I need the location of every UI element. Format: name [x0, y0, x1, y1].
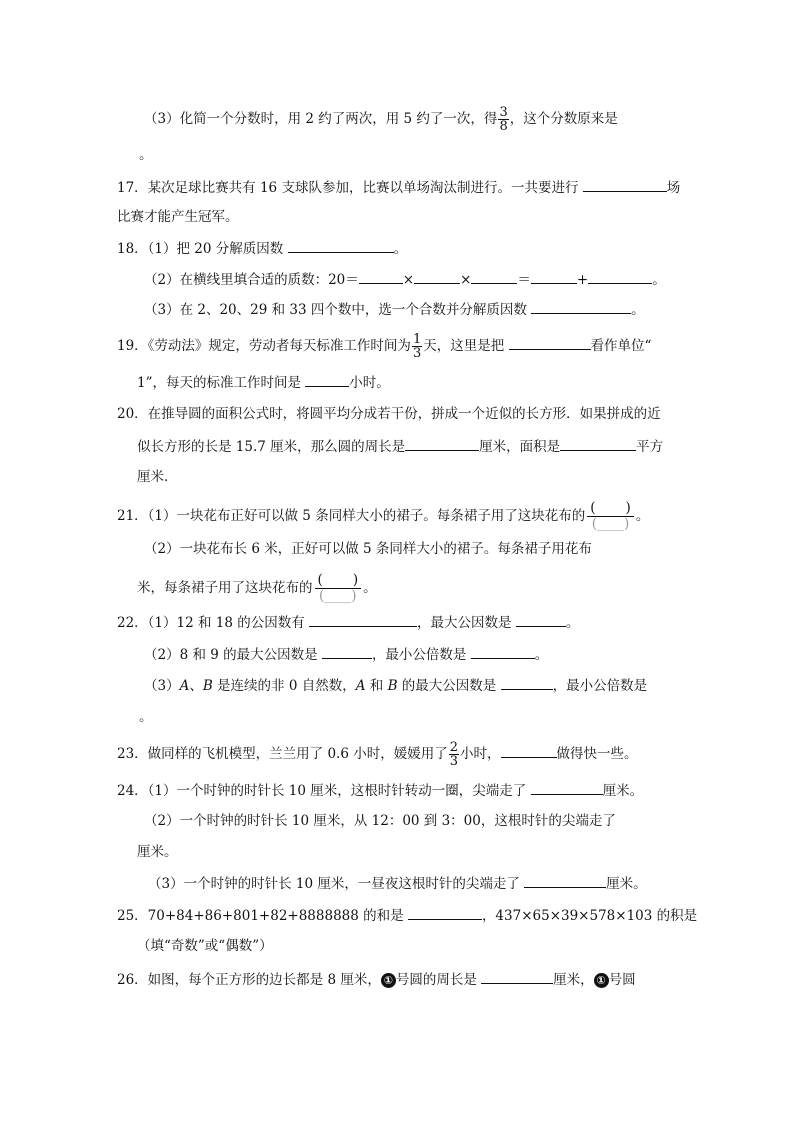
q24-line4: （3）一个时钟的时针长 10 厘米，一昼夜这根时针的尖端走了 厘米。 — [148, 876, 647, 892]
q21-line2: （2）一块花布长 6 米，正好可以做 5 条同样大小的裙子。每条裙子用花布 — [144, 541, 592, 557]
fraction-blank[interactable]: ( ) (____) — [587, 501, 634, 532]
answer-blank[interactable] — [531, 300, 631, 314]
q21-line1: 21．（1）一块花布正好可以做 5 条同样大小的裙子。每条裙子用了这块花布的 ( ) (____) 。 — [117, 500, 650, 532]
answer-blank[interactable] — [481, 970, 553, 984]
q22-line4: 。 — [139, 709, 153, 725]
q18-line1: 18．（1）把 20 分解质因数 。 — [117, 241, 408, 257]
answer-blank[interactable] — [471, 270, 517, 284]
fraction-blank[interactable]: ( ) (____) — [315, 573, 362, 604]
q17-line2: 比赛才能产生冠军。 — [117, 209, 239, 225]
q25-line1: 25．70+84+86+801+82+8888888 的和是 ，437×65×39×578×103 的积是 — [117, 908, 698, 924]
q19-line1: 19．《劳动法》规定，劳动者每天标准工作时间为 $\frac{1}{3}$ 天，这里是把 看作单位“ — [117, 332, 652, 361]
q16-text: （3）化简一个分数时，用 2 约了两次，用 5 约了一次，得 — [144, 111, 498, 127]
fraction-2-3: $\frac{2}{3}$ — [449, 740, 459, 769]
answer-blank[interactable] — [305, 373, 349, 387]
answer-blank[interactable] — [405, 437, 479, 451]
answer-blank[interactable] — [322, 645, 372, 659]
q22-line2: （2）8 和 9 的最大公因数是 ，最小公倍数是 。 — [144, 647, 549, 663]
q26-line1: 26．如图，每个正方形的边长都是 8 厘米， ① 号圆的周长是 厘米， ① 号圆 — [117, 972, 636, 988]
answer-blank[interactable] — [509, 336, 591, 350]
q21-line3: 米，每条裙子用了这块花布的 ( ) (____) 。 — [137, 572, 377, 604]
q24-line2: （2）一个时钟的时针长 10 厘米，从 12：00 到 3：00，这根时针的尖端走了 — [144, 813, 616, 829]
circle-number-one-icon: ① — [381, 973, 396, 988]
answer-blank[interactable] — [288, 239, 394, 253]
answer-blank[interactable] — [471, 645, 535, 659]
fraction-1-3: $\frac{1}{3}$ — [412, 332, 422, 361]
q22-line3: （3）A、B 是连续的非 0 自然数，A 和 B 的最大公因数是 ，最小公倍数是 — [144, 678, 648, 694]
q16-part3-line2: 。 — [139, 147, 153, 163]
q20-line1: 20．在推导圆的面积公式时，将圆平均分成若干份，拼成一个近似的长方形．如果拼成的近 — [117, 406, 661, 422]
answer-blank[interactable] — [309, 613, 417, 627]
q20-line2: 似长方形的长是 15.7 厘米，那么圆的周长是 厘米，面积是 平方 — [137, 439, 664, 455]
q23-line1: 23．做同样的飞机模型，兰兰用了 0.6 小时，媛媛用了 $\frac{2}{3}$ 小时， 做得快一些。 — [117, 740, 638, 769]
q18-line2: （2）在横线里填合适的质数：20＝ × × ＝ + 。 — [144, 272, 666, 288]
q20-line3: 厘米． — [137, 469, 178, 485]
answer-blank[interactable] — [359, 270, 403, 284]
answer-blank[interactable] — [583, 178, 667, 192]
circle-number-one-icon: ① — [594, 973, 609, 988]
answer-blank[interactable] — [531, 781, 603, 795]
answer-blank[interactable] — [524, 874, 606, 888]
q17-line1: 17．某次足球比赛共有 16 支球队参加，比赛以单场淘汰制进行。一共要进行 场 — [117, 180, 681, 196]
q25-line2: （填“奇数”或“偶数”） — [137, 938, 273, 954]
answer-blank[interactable] — [516, 613, 566, 627]
answer-blank[interactable] — [588, 270, 652, 284]
answer-blank[interactable] — [501, 744, 557, 758]
q16-part3-line1: （3）化简一个分数时，用 2 约了两次，用 5 约了一次，得 $\frac{3}{8}$ ，这个分数原来是 — [144, 105, 618, 134]
answer-blank[interactable] — [414, 270, 460, 284]
answer-blank[interactable] — [408, 906, 482, 920]
q24-line1: 24．（1）一个时钟的时针长 10 厘米，这根时针转动一圈，尖端走了 厘米。 — [117, 783, 644, 799]
answer-blank[interactable] — [531, 270, 577, 284]
q18-line3: （3）在 2、20、29 和 33 四个数中，选一个合数并分解质因数 。 — [144, 302, 645, 318]
q22-line1: 22．（1）12 和 18 的公因数有 ，最大公因数是 。 — [117, 615, 580, 631]
q24-line3: 厘米。 — [137, 844, 178, 860]
answer-blank[interactable] — [560, 437, 636, 451]
answer-blank[interactable] — [501, 676, 553, 690]
q19-line2: 1”，每天的标准工作时间是 小时。 — [137, 375, 390, 391]
fraction-3-8: $\frac{3}{8}$ — [499, 105, 508, 134]
